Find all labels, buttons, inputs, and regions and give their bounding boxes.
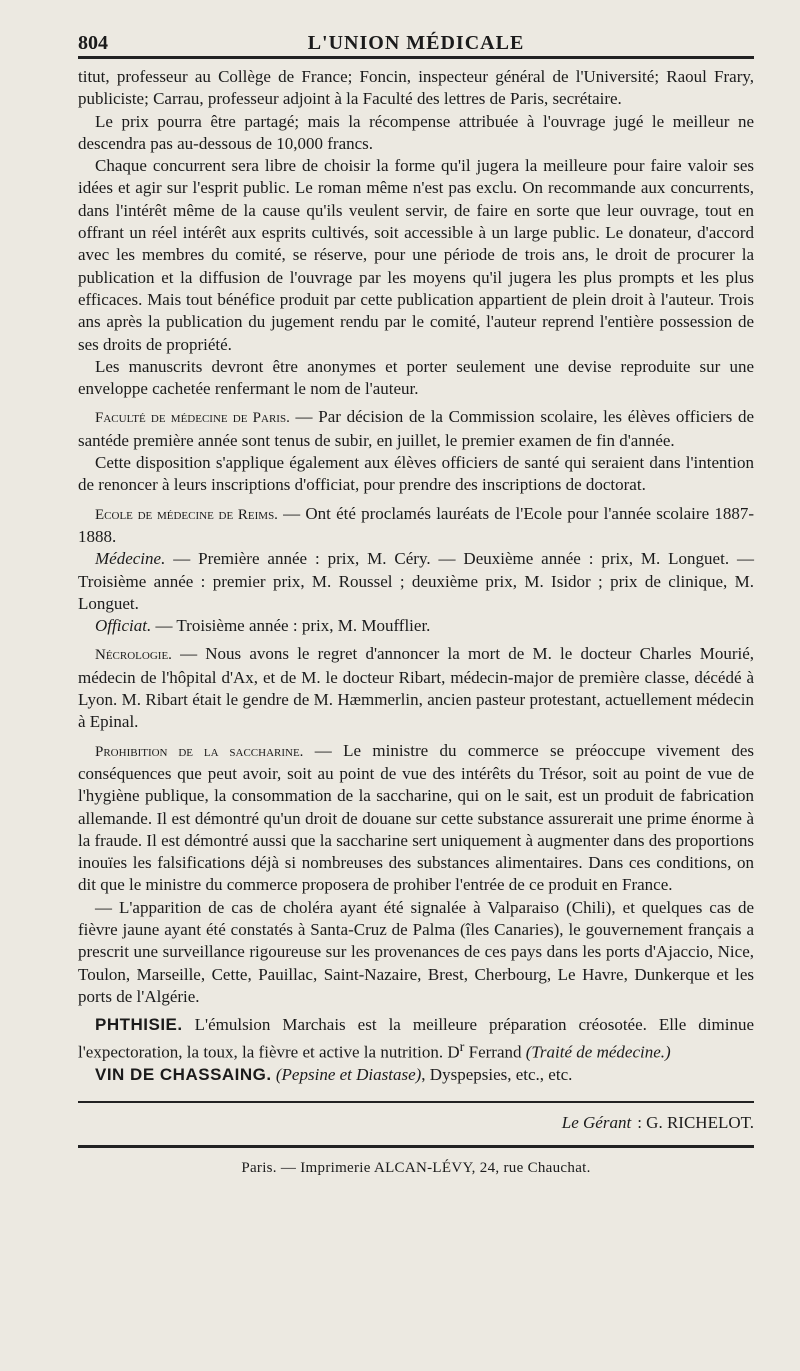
ad-phthisie: PHTHISIE. L'émulsion Marchais est la meilleure préparation créosotée. Elle diminue l'expectoration, la toux, la fièvre et active la nutrition. $D^r$ Ferrand (Traité de médecine.) xyxy=(78,1015,754,1063)
journal-title: L'UNION MÉDICALE xyxy=(307,32,525,54)
page-number: 804 xyxy=(78,32,108,54)
paragraph-cholera: — L'apparition de cas de choléra ayant été signalée à Valparaiso (Chili), et quelques cas de fièvre jaune ayant été constatés à Santa-Cruz de Palma (îles Canaries), le gouvernement français a prescrit une surveillance rigoureuse sur les provenances de ces pays dans les ports d'Ajaccio, Nice, Toulon, Marseille, Cette, Pauillac, Saint-Nazaire, Brest, Cherbourg, Le Havre, Dunkerque et les ports de l'Algérie. xyxy=(78,897,754,1006)
printer-imprint: Paris. — Imprimerie ALCAN-LÉVY, 24, rue Chauchat. xyxy=(241,1159,591,1176)
paragraph-jury-list: titut, professeur au Collège de France; Foncin, inspecteur général de l'Université; Raoul Frary, publiciste; Carrau, professeur adjoint à la Faculté des lettres de Paris, secrétaire. xyxy=(78,67,754,109)
paragraph-medecine-prizes: Médecine. — Première année : prix, M. Céry. — Deuxième année : prix, M. Longuet. — Troisième année : premier prix, M. Roussel ; deuxième prix, M. Isidor ; prix de clinique, M. Longuet. xyxy=(78,549,754,613)
gerant-name: : G. RICHELOT. xyxy=(637,1112,754,1132)
paragraph-competition-rules: Chaque concurrent sera libre de choisir la forme qu'il jugera la meilleure pour faire valoir ses idées et agir sur l'esprit public. Le roman même n'est pas exclu. On recommande aux concurrents, dans l'intérêt même de la cause qu'ils veulent servir, de faire en sorte que leur ouvrage, tout en offrant un réel intérêt aux esprits cultivés, soit accessible à un large public. Le donateur, d'accord avec les membres du comité, se réserve, pour une période de trois ans, le droit de procurer la publication et la diffusion de l'ouvrage par les moyens qu'il jugera les plus prompts et les plus efficaces. Mais tout bénéfice produit par cette publication appartient de plein droit à l'auteur. Trois ans après la publication du jugement rendu par le comité, l'auteur reprend l'entière possession de ses droits de propriété. xyxy=(78,156,754,354)
paragraph-manuscripts: Les manuscrits devront être anonymes et porter seulement une devise reproduite sur une enveloppe cachetée renfermant le nom de l'auteur. xyxy=(78,356,754,399)
ad-vin-title: VIN DE CHASSAING. xyxy=(95,1065,272,1085)
section-heading-ecole-reims: Ecole de médecine de Reims. xyxy=(95,506,278,523)
paragraph-prize-amount: Le prix pourra être partagé; mais la récompense attribuée à l'ouvrage jugé le meilleur ne descendra pas au-dessous de 10,000 francs. xyxy=(78,111,754,153)
footer-rule xyxy=(78,1145,754,1148)
paragraph-ecole-reims: Ecole de médecine de Reims. — Ont été proclamés lauréats de l'Ecole pour l'année scolaire 1887-1888. xyxy=(78,503,754,546)
section-heading-faculte: Faculté de médecine de Paris. xyxy=(95,410,290,427)
ad-vin-chassaing: VIN DE CHASSAING. (Pepsine et Diastase), Dyspepsies, etc., etc. xyxy=(95,1065,573,1085)
paragraph-officiat-disposition: Cette disposition s'applique également aux élèves officiers de santé qui seraient dans l'intention de renoncer à leurs inscriptions d'officiat, pour prendre des inscriptions de doctorat. xyxy=(78,453,754,495)
article-body xyxy=(78,66,754,1087)
label-officiat: Officiat. xyxy=(95,616,152,636)
paragraph-officiat-prizes: Officiat. — Troisième année : prix, M. Moufflier. xyxy=(95,616,431,636)
label-medecine: Médecine. xyxy=(95,549,166,569)
ad-phthisie-source: (Traité de médecine.) xyxy=(525,1043,671,1063)
divider-rule xyxy=(78,1101,754,1103)
paragraph-saccharine: Prohibition de la saccharine. — Le ministre du commerce se préoccupe vivement des conséquences que peut avoir, soit au point de vue des intérêts du Trésor, soit au point de vue de l'hygiène publique, la consommation de la saccharine, qui on le sait, est un produit de fabrication allemande. Il est démontré qu'un droit de douane sur cette substance assurerait une prime énorme à la fraude. Il est démontré aussi que la saccharine sert uniquement à augmenter dans des proportions inouïes les falsifications déjà si nombreuses des substances alimentaires. Dans ces conditions, on dit que le ministre du commerce proposera de prohiber l'entrée de ce produit en France. xyxy=(78,740,754,895)
paragraph-faculte-paris: Faculté de médecine de Paris. — Par décision de la Commission scolaire, les élèves officiers de santéde première année sont tenus de subir, en juillet, le premier examen de fin d'année. xyxy=(78,407,755,450)
ad-phthisie-title: PHTHISIE. xyxy=(95,1015,183,1035)
section-heading-necrologie: Nécrologie. xyxy=(95,647,172,664)
gerant-label: Le Gérant xyxy=(561,1112,632,1132)
running-head xyxy=(78,22,754,59)
paragraph-necrologie: Nécrologie. — Nous avons le regret d'annoncer la mort de M. le docteur Charles Mourié, médecin de l'hôpital d'Ax, et de M. le docteur Ribart, médecin-major de première classe, décédé à Lyon. M. Ribart était le gendre de M. Hæmmerlin, ancien pasteur protestant, actuellement médecin à Epinal. xyxy=(78,644,754,732)
gerant-signature xyxy=(78,1113,754,1133)
section-heading-saccharine: Prohibition de la saccharine. xyxy=(95,743,304,760)
